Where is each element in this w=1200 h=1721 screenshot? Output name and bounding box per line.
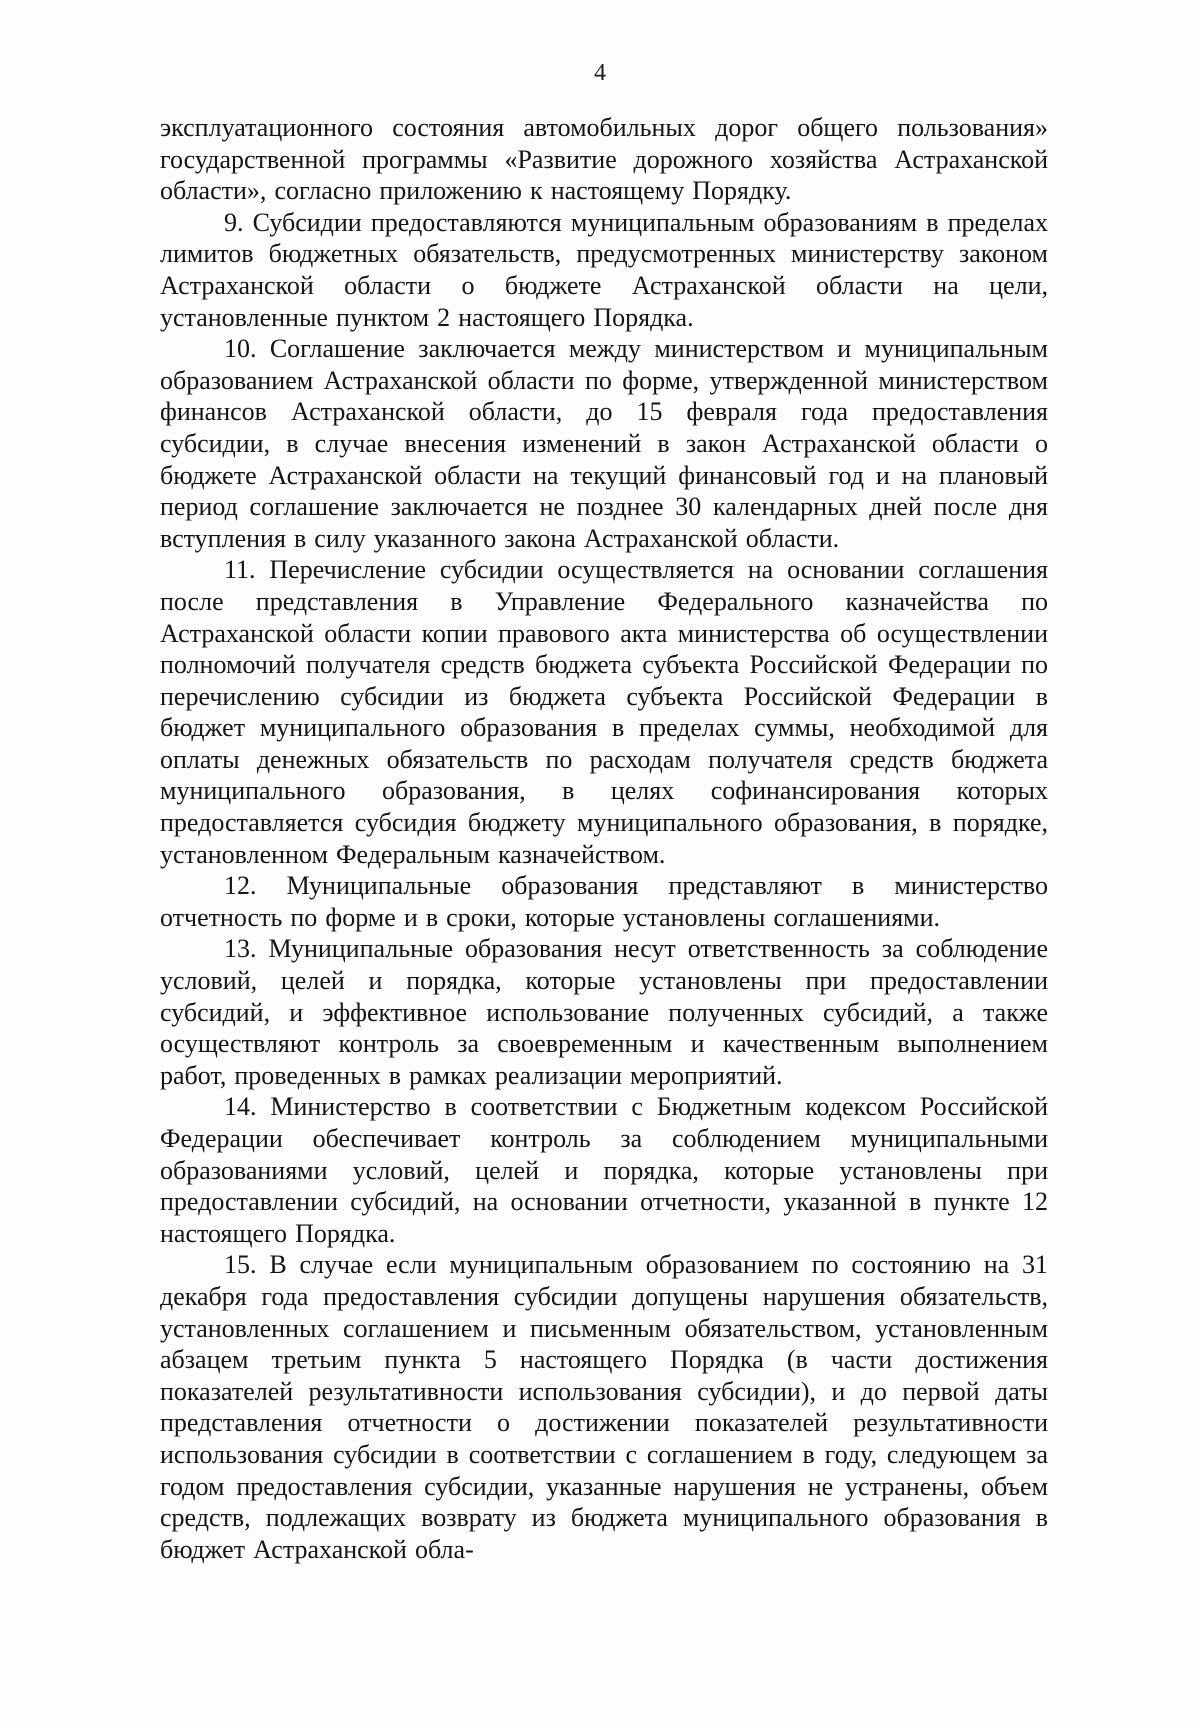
paragraph: 14. Министерство в соответствии с Бюджетным кодексом Российской Федерации обеспечивает контроль за соблюдением муниципальными образованиями условий, целей и порядка, которые установлены при предоставлении субсидий, на основании отчетности, указанной в пункте 12 настоящего Порядка. (160, 1092, 1048, 1248)
paragraph: 15. В случае если муниципальным образованием по состоянию на 31 декабря года предоставления субсидии допущены нарушения обязательств, установленных соглашением и письменным обязательством, установленным абзацем третьим пункта 5 настоящего Порядка (в части достижения показателей результативности использования субсидии), и до первой даты представления отчетности о достижении показателей результативности использования субсидии в соответствии с соглашением в году, следующем за годом предоставления субсидии, указанные нарушения не устранены, объем средств, подлежащих возврату из бюджета муниципального образования в бюджет Астраханской обла- (160, 1250, 1048, 1564)
paragraph: 12. Муниципальные образования представляют в министерство отчетность по форме и в сроки, которые установлены соглашениями. (160, 871, 1048, 932)
paragraph: 10. Соглашение заключается между министерством и муниципальным образованием Астраханской области по форме, утвержденной министерством финансов Астраханской области, до 15 февраля года предоставления субсидии, в случае внесения изменений в закон Астраханской области о бюджете Астраханской области на текущий финансовый год и на плановый период соглашение заключается не позднее 30 календарных дней после дня вступления в силу указанного закона Астраханской области. (160, 334, 1048, 553)
paragraph: 9. Субсидии предоставляются муниципальным образованиям в пределах лимитов бюджетных обязательств, предусмотренных министерству законом Астраханской области о бюджете Астраханской области на цели, установленные пунктом 2 настоящего Порядка. (160, 207, 1048, 332)
paragraph: эксплуатационного состояния автомобильных дорог общего пользования» государственной программы «Развитие дорожного хозяйства Астраханской области», согласно приложению к настоящему Порядку. (160, 113, 1048, 206)
paragraph: 11. Перечисление субсидии осуществляется на основании соглашения после представления в Управление Федерального казначейства по Астраханской области копии правового акта министерства об осуществлении полномочий получателя средств бюджета субъекта Российской Федерации по перечислению субсидии из бюджета субъекта Российской Федерации в бюджет муниципального образования в пределах суммы, необходимой для оплаты денежных обязательств по расходам получателя средств бюджета муниципального образования, в целях софинансирования которых предоставляется субсидия бюджету муниципального образования, в порядке, установленном Федеральным казначейством. (160, 555, 1048, 869)
paragraph: 13. Муниципальные образования несут ответственность за соблюдение условий, целей и порядка, которые установлены при предоставлении субсидий, и эффективное использование полученных субсидий, а также осуществляют контроль за своевременным и качественным выполнением работ, проведенных в рамках реализации мероприятий. (160, 934, 1048, 1090)
document-body (160, 112, 1048, 1565)
page-number: 4 (594, 60, 606, 86)
